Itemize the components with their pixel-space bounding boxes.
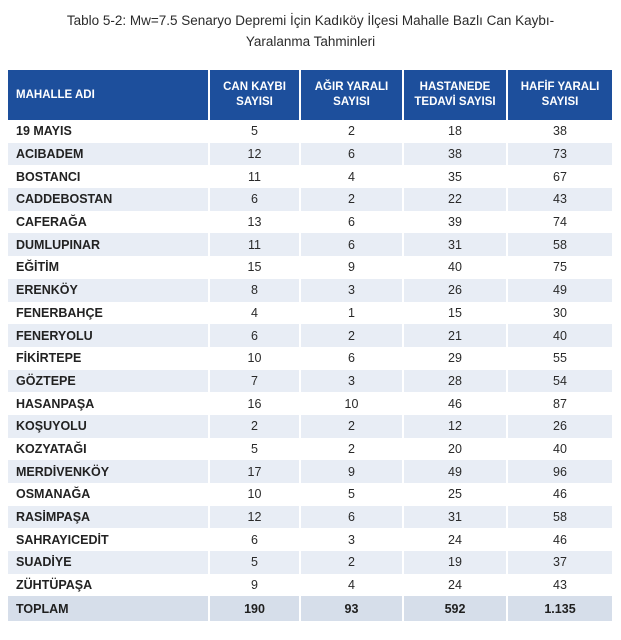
- cell-neighborhood: EĞİTİM: [8, 256, 209, 279]
- cell-hospital-treatment: 49: [403, 460, 507, 483]
- cell-neighborhood: CAFERAĞA: [8, 211, 209, 234]
- header-severely-injured: [300, 70, 403, 120]
- cell-severely-injured: 2: [300, 551, 403, 574]
- cell-neighborhood: CADDEBOSTAN: [8, 188, 209, 211]
- cell-deaths: 10: [209, 483, 300, 506]
- cell-hospital-treatment: 15: [403, 302, 507, 325]
- cell-severely-injured: 2: [300, 120, 403, 143]
- cell-lightly-injured: 40: [507, 438, 612, 461]
- cell-severely-injured: 6: [300, 143, 403, 166]
- cell-severely-injured: 2: [300, 438, 403, 461]
- cell-deaths: 12: [209, 143, 300, 166]
- table-row: [8, 143, 612, 166]
- table-row: [8, 460, 612, 483]
- cell-neighborhood: OSMANAĞA: [8, 483, 209, 506]
- cell-hospital-treatment: 40: [403, 256, 507, 279]
- table-row: [8, 256, 612, 279]
- table-row: [8, 188, 612, 211]
- cell-lightly-injured: 46: [507, 528, 612, 551]
- cell-hospital-treatment: 31: [403, 233, 507, 256]
- table-footer: [8, 596, 612, 621]
- total-lightly-injured: 1.135: [507, 596, 612, 621]
- cell-severely-injured: 2: [300, 415, 403, 438]
- cell-deaths: 6: [209, 528, 300, 551]
- cell-hospital-treatment: 26: [403, 279, 507, 302]
- cell-hospital-treatment: 31: [403, 506, 507, 529]
- header-line-1: CAN KAYBI: [223, 81, 286, 93]
- cell-lightly-injured: 43: [507, 188, 612, 211]
- cell-lightly-injured: 55: [507, 347, 612, 370]
- header-line-1: AĞIR YARALI: [314, 81, 389, 93]
- cell-lightly-injured: 30: [507, 302, 612, 325]
- table-row: [8, 506, 612, 529]
- cell-neighborhood: ZÜHTÜPAŞA: [8, 574, 209, 597]
- cell-hospital-treatment: 25: [403, 483, 507, 506]
- cell-severely-injured: 6: [300, 211, 403, 234]
- cell-hospital-treatment: 38: [403, 143, 507, 166]
- cell-deaths: 5: [209, 120, 300, 143]
- cell-hospital-treatment: 39: [403, 211, 507, 234]
- cell-severely-injured: 3: [300, 528, 403, 551]
- table-row: [8, 392, 612, 415]
- table-row: [8, 347, 612, 370]
- cell-neighborhood: DUMLUPINAR: [8, 233, 209, 256]
- cell-hospital-treatment: 18: [403, 120, 507, 143]
- cell-hospital-treatment: 35: [403, 165, 507, 188]
- cell-severely-injured: 2: [300, 188, 403, 211]
- cell-deaths: 16: [209, 392, 300, 415]
- cell-lightly-injured: 96: [507, 460, 612, 483]
- cell-deaths: 4: [209, 302, 300, 325]
- header-line-1: HAFİF YARALI: [520, 81, 600, 93]
- total-label: TOPLAM: [8, 596, 209, 621]
- cell-severely-injured: 10: [300, 392, 403, 415]
- table-row: [8, 483, 612, 506]
- total-row: [8, 596, 612, 621]
- cell-deaths: 17: [209, 460, 300, 483]
- cell-lightly-injured: 38: [507, 120, 612, 143]
- cell-deaths: 11: [209, 233, 300, 256]
- cell-deaths: 9: [209, 574, 300, 597]
- cell-deaths: 2: [209, 415, 300, 438]
- table-caption: [0, 10, 621, 52]
- total-hospital-treatment: 592: [403, 596, 507, 621]
- cell-severely-injured: 2: [300, 324, 403, 347]
- header-line-1: HASTANEDE: [419, 81, 491, 93]
- cell-severely-injured: 3: [300, 370, 403, 393]
- total-severely-injured: 93: [300, 596, 403, 621]
- header-deaths: [209, 70, 300, 120]
- cell-deaths: 5: [209, 551, 300, 574]
- cell-hospital-treatment: 28: [403, 370, 507, 393]
- cell-neighborhood: FENERYOLU: [8, 324, 209, 347]
- cell-lightly-injured: 26: [507, 415, 612, 438]
- table-header: [8, 70, 612, 120]
- cell-neighborhood: FİKİRTEPE: [8, 347, 209, 370]
- header-line-2: SAYISI: [236, 96, 273, 108]
- table-row: [8, 279, 612, 302]
- cell-neighborhood: MERDİVENKÖY: [8, 460, 209, 483]
- header-line-2: SAYISI: [333, 96, 370, 108]
- cell-neighborhood: KOZYATAĞI: [8, 438, 209, 461]
- cell-deaths: 11: [209, 165, 300, 188]
- caption-line-1: Tablo 5-2: Mw=7.5 Senaryo Depremi İçin Kadıköy İlçesi Mahalle Bazlı Can Kaybı-: [66, 13, 555, 28]
- header-lightly-injured: [507, 70, 612, 120]
- header-hospital-treatment: [403, 70, 507, 120]
- cell-severely-injured: 9: [300, 256, 403, 279]
- cell-lightly-injured: 40: [507, 324, 612, 347]
- table-row: [8, 165, 612, 188]
- cell-severely-injured: 6: [300, 506, 403, 529]
- cell-lightly-injured: 58: [507, 506, 612, 529]
- header-neighborhood-name: [8, 70, 209, 120]
- table-row: [8, 211, 612, 234]
- cell-hospital-treatment: 21: [403, 324, 507, 347]
- table-row: [8, 120, 612, 143]
- cell-neighborhood: FENERBAHÇE: [8, 302, 209, 325]
- cell-deaths: 13: [209, 211, 300, 234]
- cell-deaths: 7: [209, 370, 300, 393]
- table-row: [8, 370, 612, 393]
- header-line-1: MAHALLE ADI: [16, 88, 95, 101]
- cell-deaths: 12: [209, 506, 300, 529]
- cell-lightly-injured: 87: [507, 392, 612, 415]
- cell-lightly-injured: 74: [507, 211, 612, 234]
- cell-neighborhood: BOSTANCI: [8, 165, 209, 188]
- cell-lightly-injured: 54: [507, 370, 612, 393]
- cell-lightly-injured: 37: [507, 551, 612, 574]
- cell-severely-injured: 6: [300, 233, 403, 256]
- cell-lightly-injured: 49: [507, 279, 612, 302]
- cell-lightly-injured: 73: [507, 143, 612, 166]
- table-row: [8, 324, 612, 347]
- cell-hospital-treatment: 29: [403, 347, 507, 370]
- cell-hospital-treatment: 19: [403, 551, 507, 574]
- cell-severely-injured: 9: [300, 460, 403, 483]
- cell-deaths: 10: [209, 347, 300, 370]
- cell-deaths: 6: [209, 324, 300, 347]
- cell-neighborhood: RASİMPAŞA: [8, 506, 209, 529]
- table-body: [8, 120, 612, 596]
- cell-severely-injured: 6: [300, 347, 403, 370]
- cell-lightly-injured: 67: [507, 165, 612, 188]
- cell-severely-injured: 5: [300, 483, 403, 506]
- cell-hospital-treatment: 22: [403, 188, 507, 211]
- cell-neighborhood: GÖZTEPE: [8, 370, 209, 393]
- cell-lightly-injured: 75: [507, 256, 612, 279]
- cell-severely-injured: 4: [300, 574, 403, 597]
- cell-lightly-injured: 43: [507, 574, 612, 597]
- cell-neighborhood: 19 MAYIS: [8, 120, 209, 143]
- cell-neighborhood: SAHRAYICEDİT: [8, 528, 209, 551]
- header-line-2: TEDAVİ SAYISI: [414, 96, 496, 108]
- cell-hospital-treatment: 12: [403, 415, 507, 438]
- table-row: [8, 233, 612, 256]
- cell-neighborhood: SUADİYE: [8, 551, 209, 574]
- cell-lightly-injured: 58: [507, 233, 612, 256]
- casualty-estimates-table: [8, 70, 612, 621]
- cell-hospital-treatment: 24: [403, 528, 507, 551]
- cell-neighborhood: ACIBADEM: [8, 143, 209, 166]
- cell-hospital-treatment: 20: [403, 438, 507, 461]
- cell-severely-injured: 1: [300, 302, 403, 325]
- table-row: [8, 438, 612, 461]
- table-row: [8, 528, 612, 551]
- header-row: [8, 70, 612, 120]
- cell-neighborhood: ERENKÖY: [8, 279, 209, 302]
- table-row: [8, 302, 612, 325]
- table-row: [8, 574, 612, 597]
- cell-deaths: 5: [209, 438, 300, 461]
- cell-deaths: 15: [209, 256, 300, 279]
- table-row: [8, 415, 612, 438]
- cell-deaths: 8: [209, 279, 300, 302]
- cell-lightly-injured: 46: [507, 483, 612, 506]
- cell-deaths: 6: [209, 188, 300, 211]
- table-row: [8, 551, 612, 574]
- cell-severely-injured: 3: [300, 279, 403, 302]
- cell-neighborhood: HASANPAŞA: [8, 392, 209, 415]
- caption-line-2: Yaralanma Tahminleri: [245, 34, 376, 49]
- cell-severely-injured: 4: [300, 165, 403, 188]
- total-deaths: 190: [209, 596, 300, 621]
- cell-hospital-treatment: 46: [403, 392, 507, 415]
- cell-neighborhood: KOŞUYOLU: [8, 415, 209, 438]
- cell-hospital-treatment: 24: [403, 574, 507, 597]
- header-line-2: SAYISI: [541, 96, 579, 108]
